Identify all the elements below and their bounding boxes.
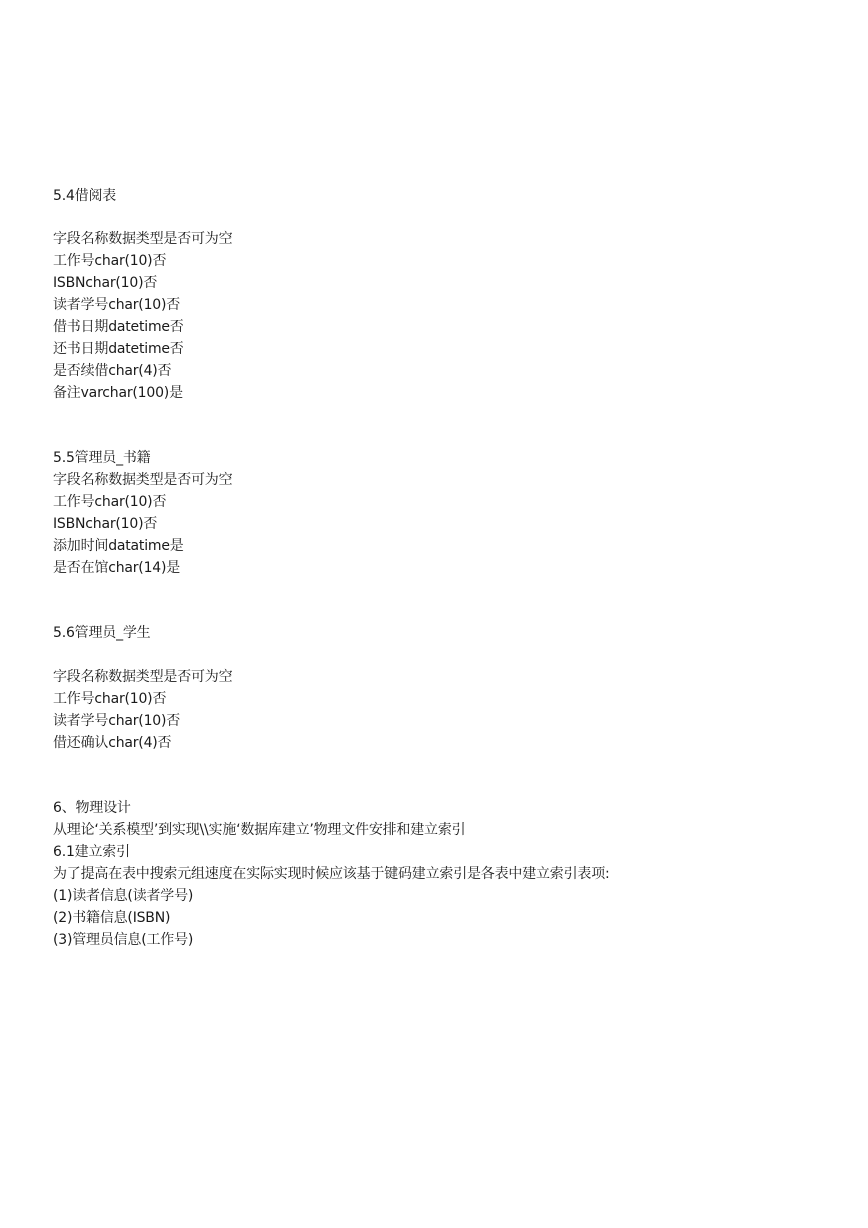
table-header-5-5: 字段名称数据类型是否可为空 bbox=[53, 472, 233, 488]
field-row: ISBNchar(10)否 bbox=[53, 275, 158, 291]
field-row: 是否续借char(4)否 bbox=[53, 363, 172, 379]
section-title-5-6: 5.6管理员_学生 bbox=[53, 625, 151, 641]
field-row: 工作号char(10)否 bbox=[53, 253, 167, 269]
field-row: 工作号char(10)否 bbox=[53, 691, 167, 707]
field-row: 读者学号char(10)否 bbox=[53, 297, 181, 313]
field-row: 借还确认char(4)否 bbox=[53, 735, 172, 751]
section-title-5-5: 5.5管理员_书籍 bbox=[53, 450, 151, 466]
field-row: ISBNchar(10)否 bbox=[53, 516, 158, 532]
paragraph-line: 从理论‘关系模型’到实现\\实施‘数据库建立’物理文件安排和建立索引 bbox=[53, 822, 466, 838]
section-title-6: 6、物理设计 bbox=[53, 800, 131, 816]
paragraph-line: 为了提高在表中搜索元组速度在实际实现时候应该基于键码建立索引是各表中建立索引表项: bbox=[53, 866, 610, 882]
table-header-5-6: 字段名称数据类型是否可为空 bbox=[53, 669, 233, 685]
field-row: 工作号char(10)否 bbox=[53, 494, 167, 510]
list-item: (2)书籍信息(ISBN) bbox=[53, 910, 171, 926]
field-row: 借书日期datetime否 bbox=[53, 319, 184, 335]
field-row: 读者学号char(10)否 bbox=[53, 713, 181, 729]
subsection-title-6-1: 6.1建立索引 bbox=[53, 844, 130, 860]
field-row: 还书日期datetime否 bbox=[53, 341, 184, 357]
field-row: 备注varchar(100)是 bbox=[53, 385, 183, 401]
section-title-5-4: 5.4借阅表 bbox=[53, 188, 117, 204]
field-row: 添加时间datatime是 bbox=[53, 538, 184, 554]
list-item: (3)管理员信息(工作号) bbox=[53, 932, 194, 948]
field-row: 是否在馆char(14)是 bbox=[53, 560, 181, 576]
list-item: (1)读者信息(读者学号) bbox=[53, 888, 194, 904]
table-header-5-4: 字段名称数据类型是否可为空 bbox=[53, 231, 233, 247]
